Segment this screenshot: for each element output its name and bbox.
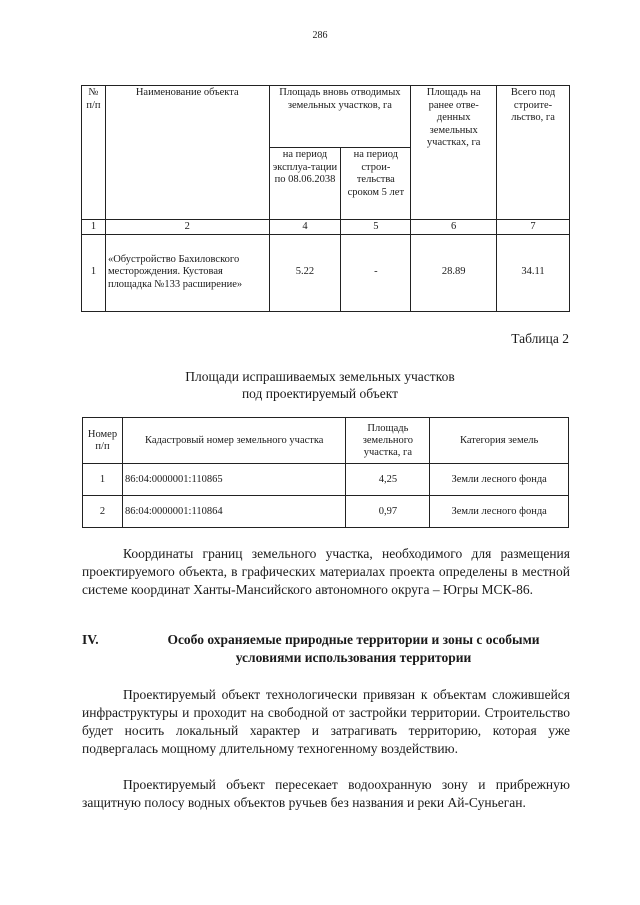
col-number: 5 <box>341 220 411 235</box>
plot-cadastral: 86:04:0000001:110865 <box>122 464 346 496</box>
col-number: 6 <box>411 220 497 235</box>
row-area-constr: - <box>341 234 411 311</box>
coordinates-paragraph <box>82 545 570 599</box>
row-total: 34.11 <box>497 234 570 311</box>
body-paragraph-2 <box>82 776 570 812</box>
paragraph-2-text: Проектируемый объект пересекает водоохранную зону и прибрежную защитную полосу водных объектов ручьев без названия и реки Ай-Суньеган. <box>82 777 570 810</box>
table-2-title-line-1: Площади испрашиваемых земельных участков <box>185 369 455 384</box>
plot-category: Земли лесного фонда <box>430 496 569 528</box>
header-area-constr: на период строи-тельства сроком 5 лет <box>341 148 411 220</box>
body-paragraph-1 <box>82 686 570 758</box>
table-2-title-line-2: под проектируемый объект <box>241 386 399 401</box>
header-cadastral: Кадастровый номер земельного участка <box>122 418 346 464</box>
header-name: Наименование объекта <box>105 86 269 220</box>
plot-category: Земли лесного фонда <box>430 464 569 496</box>
header-area-exploit: на период эксплуа-тации по 08.06.2038 <box>269 148 341 220</box>
col-number: 4 <box>269 220 341 235</box>
table-row <box>82 234 570 311</box>
table-2-title <box>0 368 640 402</box>
header-area-prev: Площадь на ранее отве-денных земельных участках, га <box>411 86 497 220</box>
table-2-label: Таблица 2 <box>511 331 569 346</box>
plot-num: 1 <box>83 464 123 496</box>
land-allocation-table <box>81 85 570 312</box>
requested-plots-table <box>82 417 569 528</box>
header-total: Всего под строите-льство, га <box>497 86 570 220</box>
plot-area: 0,97 <box>346 496 430 528</box>
coordinates-text: Координаты границ земельного участка, необходимого для размещения проектируемого объекта, в графических материалах проекта определены в местной системе координат Ханты-Мансийского автономного округа – Югры МСК-86. <box>82 546 570 597</box>
table-row <box>83 464 569 496</box>
paragraph-1-text: Проектируемый объект технологически привязан к объектам сложившейся инфраструктуры и проходит на свободной от застройки территории. Строительство будет носить локальный характер и затрагивать территорию, которая уже подвергалась мощному длительному техногенному воздействию. <box>82 687 570 756</box>
header-area-new: Площадь вновь отводимых земельных участков, га <box>269 86 411 148</box>
header-category: Категория земель <box>430 418 569 464</box>
plot-num: 2 <box>83 496 123 528</box>
row-object-name: «Обустройство Бахиловского месторождения. Кустовая площадка №133 расширение» <box>105 234 269 311</box>
section-number: IV. <box>82 632 99 647</box>
header-plot-area: Площадь земельного участка, га <box>346 418 430 464</box>
plot-cadastral: 86:04:0000001:110864 <box>122 496 346 528</box>
section-heading <box>82 631 570 667</box>
page-number: 286 <box>312 30 328 41</box>
row-area-exploit: 5.22 <box>269 234 341 311</box>
plot-area: 4,25 <box>346 464 430 496</box>
header-plot-num: Номер п/п <box>83 418 123 464</box>
col-number: 7 <box>497 220 570 235</box>
table-row <box>83 496 569 528</box>
header-num: № п/п <box>82 86 106 220</box>
col-number: 1 <box>82 220 106 235</box>
row-area-prev: 28.89 <box>411 234 497 311</box>
row-num: 1 <box>82 234 106 311</box>
section-title: Особо охраняемые природные территории и зоны с особыми условиями использования территории <box>167 632 540 665</box>
col-number: 2 <box>105 220 269 235</box>
column-numbers-row <box>82 220 570 235</box>
